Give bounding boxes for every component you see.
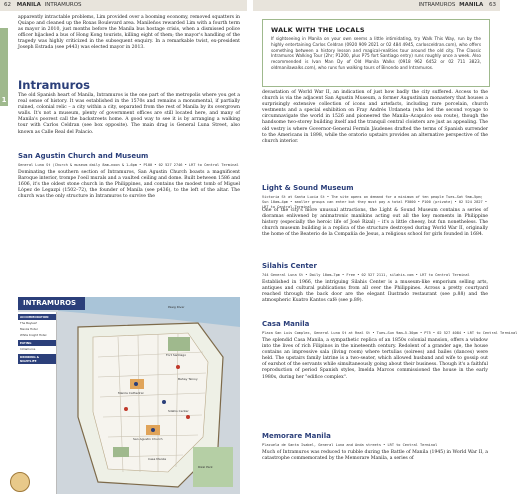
san-agustin-heading: San Agustin Church and Museum — [18, 152, 149, 160]
chapter-tab-number: 1 — [1, 96, 7, 104]
right-running-header — [253, 0, 500, 11]
memorare-text: Much of Intramuros was reduced to rubble during the Battle of Manila (1945) in World War II, a catastrophe commemorated by the Memorare Manila, a series of — [262, 450, 488, 462]
casa-manila-heading: Casa Manila — [262, 320, 310, 328]
light-sound-paragraph — [262, 208, 488, 238]
devastation-text: devastation of World War II, an indication of just how badly the city suffered. Access to the church is via the adjacent San Agustin Museum, a former Augustinian monastery that houses a surprisingly extensive collection of icons and artefacts, including rare porcelain, church vestments and a special exhibition on Fray Andrés Urdaneta (who led the second voyage to circumnavigate the world in 1526 and pioneered the Manila–Acapulco sea route), though the handsome two-storey building itself and the tranquil central cloisters are just as appealing. The old vestry is where Governor-General Fermín Jáudenes drafted the terms of Spanish surrender to the Americans in 1898, while the oratorio upstairs provides an alternative perspective of the church interior. — [262, 90, 488, 144]
light-sound-info: Victoria St at Santa Lucia St • The site opens on demand for a minimum of ten people Tues–Sat 9am–5pm; Sun 10am–4pm • smaller groups can enter but they must pay a total P3000 • P100 (private) • 02 524 2827 • LRT to Central Terminal — [262, 195, 488, 209]
intramuros-paragraph — [18, 93, 240, 136]
silahis-heading: Silahis Center — [262, 262, 317, 270]
legend-accommodation: ACCOMMODATION — [18, 314, 56, 320]
legend-item-3: White Knight Hotel — [20, 333, 47, 337]
san-agustin-info: General Luna St (Church & museum daily 8am–noon & 1–6pm • P100 • 02 527 2746 • LRT to Central Terminal — [18, 163, 239, 167]
map-label-pasig-river: Pasig River — [168, 305, 185, 309]
left-header-area: INTRAMUROS — [44, 2, 82, 8]
right-page-number: 63 — [489, 2, 496, 8]
silahis-text: Established in 1966, the intriguing Silahis Center is a museum-like emporium selling arts, antiques and cultural publications from all over the Philippines. Across a pretty courtyard reached through the back door are the elegant Ilustrado restaurant (see p.88) and the atmospheric Kuatro Kantos café (see p.89). — [262, 280, 488, 304]
san-agustin-paragraph — [18, 170, 240, 200]
silahis-paragraph — [262, 280, 488, 304]
casa-manila-info: Plaza San Luis Complex, General Luna St at Real St • Tues–Sun 9am–5.30pm • P75 • 02 527 4084 • LRT to Central Terminal — [262, 331, 517, 335]
right-header-city: MANILA — [459, 2, 484, 8]
intro-paragraph — [18, 15, 240, 52]
map-label-san-agustin: San Agustin Church — [133, 437, 163, 441]
memorare-heading: Memorare Manila — [262, 432, 331, 440]
casa-manila-paragraph — [262, 338, 488, 381]
legend-item-1: The Bayleaf — [20, 321, 37, 325]
legend-item-4: Intramuros — [20, 347, 36, 351]
left-running-header — [0, 0, 247, 11]
map-label-rizal-park: Rizal Park — [198, 465, 213, 469]
map-label-silahis: Silahis Center — [168, 409, 189, 413]
map-label-casa-manila: Casa Manila — [148, 457, 167, 461]
silahis-info: 744 General Luna St • Daily 10am–7pm • Free • 02 527 2111, silahis.com • LRT to Central Terminal — [262, 273, 470, 277]
map-title: INTRAMUROS — [18, 297, 85, 310]
legend-eating: EATING — [18, 340, 56, 346]
walk-box-heading: WALK WITH THE LOCALS — [271, 26, 365, 34]
left-header-city: MANILA — [16, 2, 41, 8]
intro-text: apparently intractable problems, Lim provided over a booming economy, removed squatters in Quiapo and cleaned up the Roxas Boulevard area. Manileños rewarded Lim with a fourth term as mayor in 2010, just months before the Manila bus hostage crisis, when a dismissed police officer hijacked a bus of Hong Kong tourists, killing eight of them; the mayor's handling of the tragedy was highly criticized in the subsequent enquiry. In a remarkable twist, ex-president Joseph Estrada (see p443) was elected mayor in 2013. — [18, 15, 240, 51]
sight-photo-icon — [10, 472, 30, 492]
casa-manila-text: The splendid Casa Manila, a sympathetic replica of an 1850s colonial mansion, offers a window into the lives of rich Filipinos in the nineteenth century. Redolent of a grander age, the house contains an impressive sala (living room) where tertulias (soirees) and bailes (dances) were held. The upstairs family latrine is a two-seater, which allowed husband and wife to gossip out of earshot of the servants while simultaneously going about their business. Though it's a faithful reproduction of period Spanish styles, Imelda Marcos commissioned the house in the early 1980s, during her "edifice complex". — [262, 338, 488, 380]
legend-drinking: DRINKING & NIGHTLIFE — [18, 354, 56, 364]
map-label-cathedral: Manila Cathedral — [118, 391, 144, 395]
light-sound-text: One of the city's more unusual attractions, the Light & Sound Museum contains a series of dioramas enlivened by animatronic manikins acting out all the key moments in Philippine history (especially the heroic life of José Rizal) – it's a little cheesy, but fun nonetheless. The church museum building is a replica of the structure destroyed during World War II, originally the home of the Beaterio de la Compañía de Jesus, a religious school for girls founded in 1684. — [262, 208, 488, 238]
right-header-area: INTRAMUROS — [418, 2, 456, 8]
chapter-tab — [0, 28, 8, 106]
walk-box-text: If sightseeing in Manila on your own seems a little intimidating, try Walk This Way, run by the highly entertaining Carlos Celdran (0920 909 2021 or 02 484 4945, carlosceldran.com), who offers something between a history lesson and magical-realities tour around the old city. The Classic Intramuros Walking Tour (2hr; P1200, plus P75 fort Santiago entry) runs roughly once a week. Also recommended is Ivan Man Dy of Old Manila Walks (0918 962 6452 or 02 711 3823, oldmanilawalks.com), who runs fun walking tours of Binondo and Intramuros. — [271, 36, 481, 70]
san-agustin-text: Dominating the southern section of Intramuros, San Agustin Church boasts a magnificent Baroque interior, trompe l'oeil murals and a vaulted ceiling and dome. Built between 1586 and 1606, it's the oldest stone church in the Philippines, and contains the modest tomb of Miguel López de Legazpi (1502–72), the founder of Manila (see p436), to the left of the altar. The church was the only structure in Intramuros to survive the — [18, 170, 240, 200]
left-page-number: 62 — [4, 2, 11, 8]
light-sound-heading: Light & Sound Museum — [262, 184, 354, 192]
page-gutter — [247, 0, 253, 500]
legend-item-2: Manila Hotel — [20, 327, 38, 331]
map-label-fort-santiago: Fort Santiago — [166, 353, 187, 357]
walk-with-locals-box — [262, 19, 490, 87]
devastation-paragraph — [262, 90, 488, 145]
map-label-bahay-tsinoy: Bahay Tsinoy — [178, 377, 198, 381]
memorare-paragraph — [262, 450, 488, 462]
intramuros-text: The old Spanish heart of Manila, Intramuros is the one part of the metropolis where you get a real sense of history. It was established in the 1570s and remains a monumental, if partially ruined, colonial relic – a city within a city, separated from the rest of Manila by its overgrown walls. It's not a museum, plenty of government offices are still located here, and many of Manila's poorest call the backstreets home. A good way to see it is by arranging a walking tour with Carlos Celdran (see box opposite). The main drag is General Luna Street, also known as Calle Real del Palacio. — [18, 93, 240, 135]
map-legend — [18, 312, 57, 494]
memorare-info: Plazuela de Santa Isabel, General Luna and Anda streets • LRT to Central Terminal — [262, 443, 438, 447]
intramuros-heading: Intramuros — [18, 78, 90, 92]
